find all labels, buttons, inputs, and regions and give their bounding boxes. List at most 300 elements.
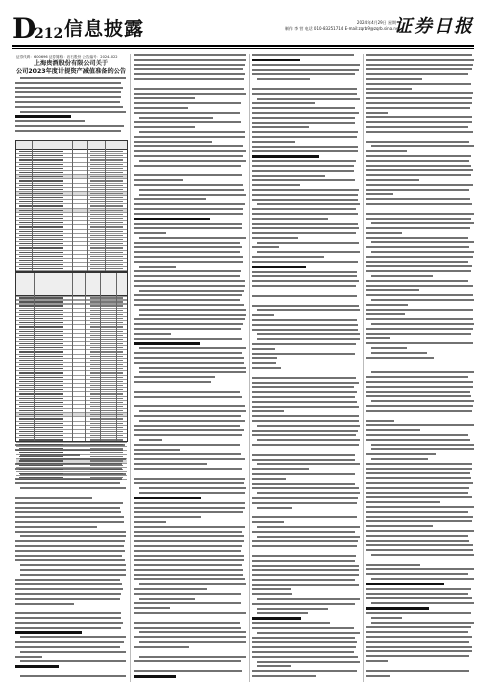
masthead-meta — [285, 20, 400, 32]
text-line — [366, 612, 471, 614]
section-title: 信息披露 — [64, 18, 145, 40]
text-line — [139, 367, 246, 369]
text-line — [252, 434, 356, 436]
text-line — [134, 275, 240, 277]
text-line — [366, 646, 472, 648]
text-line — [134, 550, 241, 552]
text-line — [366, 174, 471, 176]
text-line — [252, 237, 298, 239]
text-line — [15, 545, 124, 547]
text-line — [134, 376, 215, 378]
text-line — [366, 655, 469, 657]
text-line — [134, 155, 243, 157]
text-line — [371, 400, 474, 402]
text-line — [134, 145, 243, 147]
column-2-text — [134, 54, 246, 682]
text-line — [366, 169, 473, 171]
text-line — [134, 270, 241, 272]
text-line — [252, 627, 354, 629]
column-divider — [363, 54, 364, 682]
text-line — [366, 246, 469, 248]
text-line — [366, 506, 474, 508]
text-line — [252, 343, 356, 345]
text-line — [252, 410, 284, 412]
text-line — [252, 271, 357, 273]
text-line — [252, 122, 355, 124]
text-line — [134, 622, 240, 624]
text-line — [257, 309, 360, 311]
text-line — [366, 54, 472, 56]
text-line — [139, 631, 246, 633]
text-line — [134, 174, 242, 176]
text-line — [134, 670, 242, 672]
text-line — [15, 106, 123, 108]
text-line — [15, 583, 122, 585]
text-line — [139, 309, 246, 311]
column-divider — [130, 54, 131, 682]
text-line — [20, 675, 126, 677]
text-line — [252, 227, 359, 229]
text-line — [252, 468, 309, 470]
text-line — [139, 410, 246, 412]
text-line — [134, 429, 244, 431]
text-line — [134, 88, 244, 90]
text-line — [257, 463, 360, 465]
text-line — [252, 305, 359, 307]
text-line — [139, 492, 245, 494]
text-line — [134, 198, 206, 200]
text-line — [257, 251, 360, 253]
text-line — [15, 526, 97, 528]
text-line — [252, 348, 275, 350]
text-line — [252, 314, 274, 316]
text-line — [366, 429, 420, 431]
text-line — [20, 111, 126, 113]
text-line — [134, 338, 242, 340]
text-line — [252, 131, 358, 133]
text-line — [139, 347, 246, 349]
text-line — [134, 150, 246, 152]
text-line — [366, 179, 419, 181]
page-number: 212 — [34, 26, 64, 42]
text-line — [134, 578, 245, 580]
text-line — [252, 622, 330, 624]
text-line — [366, 376, 468, 378]
text-line — [252, 565, 359, 567]
text-line — [134, 612, 246, 614]
text-line — [139, 290, 244, 292]
text-line — [15, 468, 122, 470]
text-line — [134, 294, 242, 296]
text-line — [366, 131, 473, 133]
text-line — [366, 294, 473, 296]
text-line — [366, 607, 429, 610]
text-line — [257, 665, 291, 667]
text-line — [366, 289, 419, 291]
text-line — [134, 323, 243, 325]
text-line — [252, 401, 357, 403]
text-line — [252, 73, 355, 75]
text-line — [134, 232, 166, 234]
text-line — [134, 357, 244, 359]
text-line — [20, 574, 126, 576]
text-line — [134, 184, 243, 186]
text-line — [366, 386, 473, 388]
text-line — [134, 405, 245, 407]
text-line — [134, 458, 245, 460]
text-line — [252, 232, 356, 234]
text-line — [366, 391, 470, 393]
text-line — [139, 237, 246, 239]
text-line — [134, 602, 241, 604]
text-line — [15, 559, 125, 561]
text-line — [252, 584, 359, 586]
text-line — [134, 318, 245, 320]
text-line — [371, 275, 433, 277]
text-line — [366, 78, 422, 80]
text-line — [134, 646, 189, 648]
text-line — [366, 116, 472, 118]
text-line — [252, 593, 292, 595]
text-line — [252, 497, 358, 499]
text-line — [139, 439, 162, 441]
text-line — [252, 261, 358, 263]
table-column-rule — [105, 141, 106, 271]
text-line — [134, 93, 246, 95]
text-line — [20, 660, 126, 662]
text-line — [371, 299, 474, 301]
text-line — [252, 646, 356, 648]
text-line — [134, 545, 242, 547]
text-line — [366, 121, 472, 123]
text-line — [252, 285, 356, 287]
text-line — [139, 641, 246, 643]
text-line — [366, 477, 471, 479]
text-line — [139, 189, 244, 191]
text-line — [371, 617, 402, 619]
text-line — [252, 107, 355, 109]
text-line — [134, 463, 207, 465]
text-line — [134, 280, 245, 282]
text-line — [366, 112, 388, 114]
text-line — [366, 405, 473, 407]
text-line — [252, 420, 359, 422]
stock-code-line: 证券代码：600696 证券简称：岩石股份 公告编号：2024-022 — [16, 55, 118, 59]
text-line — [252, 155, 319, 158]
text-line — [15, 120, 85, 122]
text-line — [252, 459, 355, 461]
text-line — [134, 78, 244, 80]
text-line — [15, 502, 123, 504]
text-line — [366, 675, 390, 677]
text-line — [134, 396, 242, 398]
column-1-lower-text — [15, 444, 126, 682]
text-line — [139, 598, 195, 600]
text-line — [134, 227, 242, 229]
text-line — [371, 602, 474, 604]
text-line — [134, 497, 201, 500]
text-line — [366, 516, 473, 518]
text-line — [134, 299, 240, 301]
text-line — [371, 448, 474, 450]
text-line — [134, 425, 240, 427]
text-line — [134, 444, 240, 446]
text-line — [252, 165, 354, 167]
text-line — [366, 313, 405, 315]
text-line — [252, 560, 355, 562]
text-line — [134, 73, 245, 75]
text-line — [134, 482, 244, 484]
text-line — [134, 362, 244, 364]
text-line — [252, 194, 358, 196]
text-line — [366, 487, 469, 489]
text-line — [366, 636, 472, 638]
text-line — [252, 656, 358, 658]
text-line — [366, 265, 472, 267]
text-line — [252, 382, 359, 384]
column-3-text — [252, 54, 360, 682]
text-line — [252, 117, 355, 119]
text-line — [371, 444, 474, 446]
text-line — [15, 531, 126, 533]
text-line — [139, 487, 246, 489]
column-divider — [249, 54, 250, 682]
text-line — [252, 362, 276, 364]
text-line — [252, 641, 357, 643]
text-line — [257, 203, 360, 205]
text-line — [134, 213, 243, 215]
text-line — [252, 160, 356, 162]
text-line — [366, 626, 471, 628]
text-line — [139, 131, 245, 133]
text-line — [134, 511, 243, 513]
article-title-line-1: 上海贵酒股份有限公司关于 — [33, 60, 109, 67]
text-line — [252, 579, 355, 581]
text-line — [134, 102, 241, 104]
text-line — [366, 333, 471, 335]
text-line — [252, 588, 291, 590]
text-line — [252, 391, 357, 393]
text-line — [366, 102, 472, 104]
text-line — [257, 536, 360, 538]
text-line — [252, 170, 354, 172]
text-line — [366, 492, 468, 494]
text-line — [15, 598, 120, 600]
text-line — [371, 352, 427, 354]
text-line — [366, 97, 472, 99]
text-line — [252, 146, 358, 148]
text-line — [134, 415, 241, 417]
text-line — [366, 496, 472, 498]
text-line — [15, 482, 120, 484]
text-line — [134, 121, 241, 123]
text-line — [257, 526, 360, 528]
text-line — [366, 535, 468, 537]
text-line — [252, 531, 355, 533]
text-line — [366, 309, 473, 311]
text-line — [15, 656, 42, 658]
text-line — [366, 107, 470, 109]
text-line — [371, 347, 407, 349]
text-line — [252, 540, 358, 542]
text-line — [366, 501, 440, 503]
text-line — [252, 444, 359, 446]
text-line — [134, 304, 244, 306]
text-line — [20, 651, 126, 653]
text-line — [252, 218, 328, 220]
text-line — [134, 59, 246, 61]
text-line — [252, 651, 354, 653]
text-line — [252, 295, 357, 297]
text-line — [257, 439, 360, 441]
article-title-line-2: 公司2023年度计提资产减值准备的公告 — [16, 68, 127, 75]
text-line — [252, 377, 356, 379]
text-line — [366, 328, 473, 330]
text-line — [139, 371, 246, 373]
text-line — [252, 637, 355, 639]
text-line — [366, 472, 470, 474]
text-line — [366, 463, 472, 465]
text-line — [134, 246, 242, 248]
text-line — [257, 507, 292, 509]
text-line — [15, 627, 121, 629]
text-line — [366, 237, 468, 239]
text-line — [252, 69, 359, 71]
text-line — [366, 141, 469, 143]
masthead-rule — [12, 45, 474, 47]
text-line — [134, 569, 243, 571]
text-line — [134, 333, 171, 335]
text-line — [366, 280, 468, 282]
text-line — [366, 270, 471, 272]
text-line — [134, 593, 241, 595]
text-line — [134, 328, 241, 330]
text-line — [257, 333, 360, 335]
text-line — [252, 545, 357, 547]
text-line — [257, 242, 359, 244]
text-line — [139, 314, 246, 316]
contact-line: 制作 李 营 电话 010-83251714 E-mail:zqrb9@zqrb.sina.net — [284, 26, 400, 31]
text-line — [371, 145, 474, 147]
text-line — [20, 564, 126, 566]
text-line — [15, 622, 123, 624]
text-line — [366, 453, 436, 455]
text-line — [134, 516, 201, 518]
masthead — [12, 14, 474, 44]
text-line — [252, 521, 284, 523]
text-line — [252, 430, 358, 432]
text-line — [366, 564, 420, 566]
text-line — [366, 381, 473, 383]
text-line — [366, 88, 412, 90]
text-line — [15, 617, 121, 619]
text-line — [134, 502, 245, 504]
text-line — [366, 395, 471, 397]
text-line — [134, 449, 180, 451]
text-line — [252, 64, 360, 66]
text-line — [366, 92, 473, 94]
text-line — [15, 631, 82, 634]
text-line — [134, 223, 242, 225]
text-line — [134, 136, 245, 138]
text-line — [257, 338, 360, 340]
text-line — [371, 371, 474, 373]
text-line — [252, 569, 359, 571]
text-line — [20, 473, 126, 475]
text-line — [15, 507, 120, 509]
text-line — [257, 492, 360, 494]
text-line — [252, 603, 355, 605]
text-line — [15, 665, 59, 668]
text-line — [252, 406, 359, 408]
text-line — [252, 88, 357, 90]
text-line — [371, 222, 474, 224]
text-line — [15, 497, 92, 499]
text-line — [15, 444, 125, 446]
table-column-rule — [34, 273, 35, 441]
text-line — [15, 555, 122, 557]
text-line — [366, 631, 468, 633]
text-line — [257, 612, 308, 614]
text-line — [366, 511, 468, 513]
text-line — [252, 141, 295, 143]
table-column-rule — [72, 273, 73, 441]
text-line — [366, 568, 474, 570]
text-line — [371, 622, 474, 624]
text-line — [134, 141, 212, 143]
text-line — [366, 73, 468, 75]
text-line — [134, 256, 243, 258]
text-line — [252, 93, 357, 95]
text-line — [252, 675, 316, 677]
text-line — [134, 526, 245, 528]
text-line — [139, 160, 246, 162]
text-line — [257, 598, 360, 600]
text-line — [252, 324, 358, 326]
text-line — [366, 68, 472, 70]
text-line — [366, 357, 434, 359]
text-line — [15, 91, 121, 93]
table-column-rule — [32, 141, 33, 271]
text-line — [371, 251, 474, 253]
text-line — [134, 112, 240, 114]
text-line — [371, 554, 474, 556]
text-line — [134, 179, 183, 181]
text-line — [139, 420, 245, 422]
page-code: D — [12, 12, 36, 45]
text-line — [366, 150, 407, 152]
table-column-rule — [85, 273, 86, 441]
text-line — [134, 107, 188, 109]
text-line — [134, 261, 243, 263]
text-line — [252, 199, 358, 201]
text-line — [366, 218, 471, 220]
text-line — [366, 285, 473, 287]
date-line: 2024年4月29日 星期一 — [356, 20, 400, 25]
text-line — [139, 583, 246, 585]
text-line — [366, 530, 474, 532]
text-line — [134, 607, 170, 609]
text-line — [15, 82, 121, 84]
text-line — [134, 559, 244, 561]
text-line — [366, 424, 474, 426]
text-line — [371, 458, 428, 460]
text-line — [366, 468, 472, 470]
text-line — [252, 246, 279, 248]
text-line — [15, 593, 121, 595]
text-line — [371, 578, 474, 580]
text-line — [252, 483, 355, 485]
